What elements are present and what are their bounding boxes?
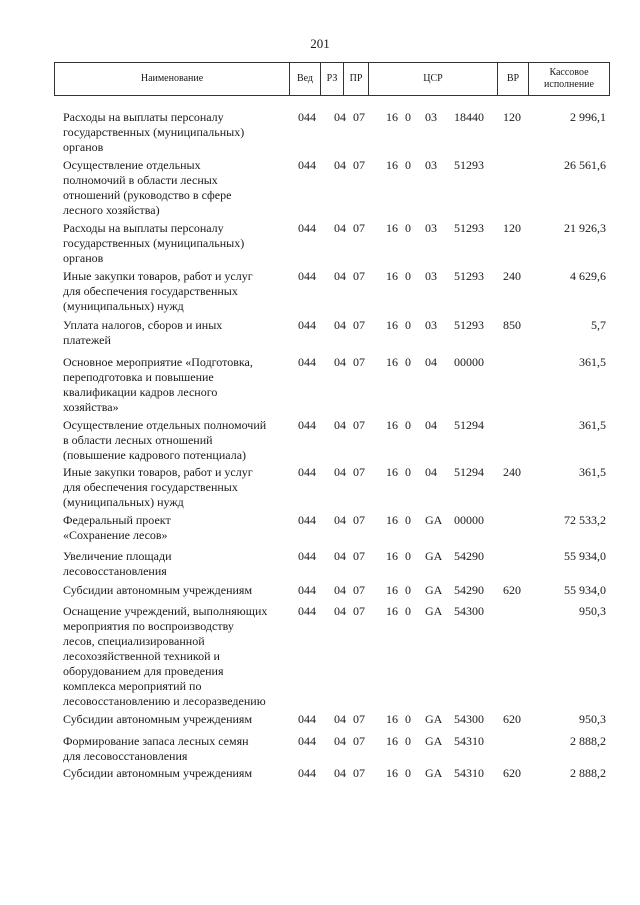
cell-c2: 0 xyxy=(405,465,411,479)
cell-c3: 04 xyxy=(425,465,437,479)
cell-pr: 07 xyxy=(353,269,365,283)
cell-vr: 850 xyxy=(503,318,521,332)
header-vr: ВР xyxy=(498,63,529,96)
cell-c1: 16 xyxy=(386,269,398,283)
header-rz: РЗ xyxy=(321,63,344,96)
row-name xyxy=(63,604,298,709)
cell-c3: 03 xyxy=(425,110,437,124)
row-name-line: комплекса мероприятий по xyxy=(63,679,202,693)
cell-pr: 07 xyxy=(353,513,365,527)
cell-c2: 0 xyxy=(405,418,411,432)
cell-rz: 04 xyxy=(334,549,346,563)
cell-c2: 0 xyxy=(405,549,411,563)
row-name-line: государственных (муниципальных) xyxy=(63,236,245,250)
cell-amount: 361,5 xyxy=(579,355,606,369)
cell-rz: 04 xyxy=(334,318,346,332)
cell-ved: 044 xyxy=(298,465,316,479)
cell-pr: 07 xyxy=(353,418,365,432)
cell-ved: 044 xyxy=(298,355,316,369)
cell-c2: 0 xyxy=(405,734,411,748)
cell-c4: 51293 xyxy=(454,221,484,235)
cell-pr: 07 xyxy=(353,110,365,124)
cell-c3: GA xyxy=(425,604,443,618)
cell-amount: 55 934,0 xyxy=(564,549,606,563)
cell-pr: 07 xyxy=(353,583,365,597)
row-name-line: Иные закупки товаров, работ и услуг xyxy=(63,269,253,283)
cell-ved: 044 xyxy=(298,604,316,618)
cell-c3: GA xyxy=(425,712,443,726)
row-name-line: Основное мероприятие «Подготовка, xyxy=(63,355,253,369)
row-name-line: Федеральный проект xyxy=(63,513,171,527)
cell-vr: 620 xyxy=(503,766,521,780)
cell-c1: 16 xyxy=(386,110,398,124)
row-name-line: мероприятия по воспроизводству xyxy=(63,619,234,633)
cell-ved: 044 xyxy=(298,158,316,172)
cell-c4: 54290 xyxy=(454,549,484,563)
cell-c2: 0 xyxy=(405,355,411,369)
cell-c1: 16 xyxy=(386,766,398,780)
cell-c4: 51293 xyxy=(454,158,484,172)
cell-vr: 620 xyxy=(503,583,521,597)
row-name-line: Осуществление отдельных xyxy=(63,158,201,172)
header-name: Наименование xyxy=(55,63,290,96)
row-name-line: Увеличение площади xyxy=(63,549,172,563)
cell-c3: 04 xyxy=(425,355,437,369)
cell-vr: 120 xyxy=(503,110,521,124)
row-name-line: лесного хозяйства) xyxy=(63,203,160,217)
cell-rz: 04 xyxy=(334,465,346,479)
cell-rz: 04 xyxy=(334,712,346,726)
header-amount-label: Кассовое исполнение xyxy=(544,67,594,90)
row-name-line: Расходы на выплаты персоналу xyxy=(63,221,224,235)
row-name-line: Осуществление отдельных полномочий xyxy=(63,418,267,432)
row-name-line: Оснащение учреждений, выполняющих xyxy=(63,604,268,618)
cell-amount: 950,3 xyxy=(579,604,606,618)
row-name-line: для обеспечения государственных xyxy=(63,284,238,298)
row-name-line: лесовосстановления xyxy=(63,564,167,578)
cell-vr: 240 xyxy=(503,269,521,283)
row-name xyxy=(63,110,298,155)
row-name-line: Уплата налогов, сборов и иных xyxy=(63,318,223,332)
row-name-line: Субсидии автономным учреждениям xyxy=(63,712,253,726)
cell-c1: 16 xyxy=(386,712,398,726)
cell-c2: 0 xyxy=(405,158,411,172)
row-name xyxy=(63,712,298,727)
cell-c2: 0 xyxy=(405,513,411,527)
row-name-line: переподготовка и повышение xyxy=(63,370,214,384)
cell-c1: 16 xyxy=(386,355,398,369)
cell-amount: 361,5 xyxy=(579,465,606,479)
cell-c1: 16 xyxy=(386,604,398,618)
cell-c2: 0 xyxy=(405,269,411,283)
cell-c4: 54300 xyxy=(454,604,484,618)
row-name-line: хозяйства» xyxy=(63,400,119,414)
cell-c3: GA xyxy=(425,766,443,780)
cell-rz: 04 xyxy=(334,766,346,780)
cell-c4: 00000 xyxy=(454,355,484,369)
cell-ved: 044 xyxy=(298,221,316,235)
cell-c4: 00000 xyxy=(454,513,484,527)
row-name xyxy=(63,549,298,579)
cell-c3: GA xyxy=(425,583,443,597)
row-name-line: органов xyxy=(63,140,104,154)
cell-amount: 5,7 xyxy=(591,318,606,332)
cell-ved: 044 xyxy=(298,583,316,597)
row-name-line: лесов, специализированной xyxy=(63,634,205,648)
cell-c4: 51293 xyxy=(454,318,484,332)
cell-ved: 044 xyxy=(298,712,316,726)
header-pr: ПР xyxy=(344,63,369,96)
row-name-line: в области лесных отношений xyxy=(63,433,213,447)
row-name-line: лесовосстановлению и лесоразведению xyxy=(63,694,266,708)
cell-pr: 07 xyxy=(353,318,365,332)
cell-c1: 16 xyxy=(386,549,398,563)
cell-rz: 04 xyxy=(334,513,346,527)
row-name xyxy=(63,766,298,781)
cell-c2: 0 xyxy=(405,318,411,332)
cell-vr: 120 xyxy=(503,221,521,235)
row-name-line: для обеспечения государственных xyxy=(63,480,238,494)
cell-ved: 044 xyxy=(298,513,316,527)
row-name xyxy=(63,734,298,764)
cell-pr: 07 xyxy=(353,766,365,780)
cell-pr: 07 xyxy=(353,221,365,235)
cell-c2: 0 xyxy=(405,221,411,235)
cell-amount: 55 934,0 xyxy=(564,583,606,597)
cell-rz: 04 xyxy=(334,583,346,597)
row-name xyxy=(63,269,298,314)
cell-rz: 04 xyxy=(334,355,346,369)
cell-amount: 26 561,6 xyxy=(564,158,606,172)
row-name-line: (повышение кадрового потенциала) xyxy=(63,448,247,462)
cell-c4: 51294 xyxy=(454,418,484,432)
cell-amount: 361,5 xyxy=(579,418,606,432)
cell-pr: 07 xyxy=(353,355,365,369)
cell-c4: 18440 xyxy=(454,110,484,124)
header-csr: ЦСР xyxy=(369,63,498,96)
row-name-line: Субсидии автономным учреждениям xyxy=(63,766,253,780)
cell-rz: 04 xyxy=(334,418,346,432)
row-name-line: Иные закупки товаров, работ и услуг xyxy=(63,465,253,479)
cell-c4: 54310 xyxy=(454,766,484,780)
cell-amount: 2 996,1 xyxy=(570,110,606,124)
cell-c1: 16 xyxy=(386,513,398,527)
cell-c1: 16 xyxy=(386,318,398,332)
cell-c2: 0 xyxy=(405,110,411,124)
cell-ved: 044 xyxy=(298,318,316,332)
cell-c3: GA xyxy=(425,734,443,748)
cell-c2: 0 xyxy=(405,604,411,618)
cell-c2: 0 xyxy=(405,712,411,726)
row-name-line: лесохозяйственной техникой и xyxy=(63,649,220,663)
cell-rz: 04 xyxy=(334,221,346,235)
cell-c4: 54300 xyxy=(454,712,484,726)
row-name-line: оборудованием для проведения xyxy=(63,664,224,678)
cell-pr: 07 xyxy=(353,549,365,563)
cell-rz: 04 xyxy=(334,269,346,283)
cell-c1: 16 xyxy=(386,418,398,432)
cell-c3: 03 xyxy=(425,318,437,332)
cell-pr: 07 xyxy=(353,465,365,479)
row-name-line: Формирование запаса лесных семян xyxy=(63,734,249,748)
cell-pr: 07 xyxy=(353,158,365,172)
cell-ved: 044 xyxy=(298,418,316,432)
cell-c4: 54310 xyxy=(454,734,484,748)
cell-rz: 04 xyxy=(334,110,346,124)
cell-c3: GA xyxy=(425,513,443,527)
cell-c2: 0 xyxy=(405,583,411,597)
cell-c3: 03 xyxy=(425,269,437,283)
row-name-line: (муниципальных) нужд xyxy=(63,495,184,509)
cell-amount: 950,3 xyxy=(579,712,606,726)
cell-c3: 04 xyxy=(425,418,437,432)
row-name xyxy=(63,355,298,415)
page-number: 201 xyxy=(310,36,330,51)
row-name-line: Расходы на выплаты персоналу xyxy=(63,110,224,124)
row-name-line: (муниципальных) нужд xyxy=(63,299,184,313)
cell-pr: 07 xyxy=(353,604,365,618)
header-ved: Вед xyxy=(290,63,321,96)
cell-c1: 16 xyxy=(386,734,398,748)
cell-pr: 07 xyxy=(353,734,365,748)
cell-ved: 044 xyxy=(298,269,316,283)
cell-ved: 044 xyxy=(298,734,316,748)
row-name-line: платежей xyxy=(63,333,111,347)
cell-c1: 16 xyxy=(386,221,398,235)
cell-c3: 03 xyxy=(425,221,437,235)
cell-vr: 240 xyxy=(503,465,521,479)
cell-ved: 044 xyxy=(298,110,316,124)
row-name-line: государственных (муниципальных) xyxy=(63,125,245,139)
row-name-line: органов xyxy=(63,251,104,265)
row-name xyxy=(63,221,298,266)
row-name-line: отношений (руководство в сфере xyxy=(63,188,232,202)
cell-rz: 04 xyxy=(334,604,346,618)
row-name-line: полномочий в области лесных xyxy=(63,173,218,187)
cell-ved: 044 xyxy=(298,549,316,563)
row-name xyxy=(63,513,298,543)
cell-c1: 16 xyxy=(386,465,398,479)
cell-c4: 54290 xyxy=(454,583,484,597)
cell-ved: 044 xyxy=(298,766,316,780)
row-name-line: квалификации кадров лесного xyxy=(63,385,218,399)
row-name-line: Субсидии автономным учреждениям xyxy=(63,583,253,597)
cell-c1: 16 xyxy=(386,583,398,597)
row-name xyxy=(63,583,298,598)
cell-amount: 2 888,2 xyxy=(570,766,606,780)
cell-vr: 620 xyxy=(503,712,521,726)
row-name-line: для лесовосстановления xyxy=(63,749,188,763)
cell-amount: 72 533,2 xyxy=(564,513,606,527)
cell-c4: 51293 xyxy=(454,269,484,283)
cell-c3: GA xyxy=(425,549,443,563)
cell-amount: 21 926,3 xyxy=(564,221,606,235)
row-name xyxy=(63,418,298,463)
cell-c2: 0 xyxy=(405,766,411,780)
cell-c3: 03 xyxy=(425,158,437,172)
cell-c4: 51294 xyxy=(454,465,484,479)
row-name-line: «Сохранение лесов» xyxy=(63,528,168,542)
cell-c1: 16 xyxy=(386,158,398,172)
cell-pr: 07 xyxy=(353,712,365,726)
cell-amount: 2 888,2 xyxy=(570,734,606,748)
cell-rz: 04 xyxy=(334,158,346,172)
cell-amount: 4 629,6 xyxy=(570,269,606,283)
row-name xyxy=(63,158,298,218)
cell-rz: 04 xyxy=(334,734,346,748)
row-name xyxy=(63,465,298,510)
row-name xyxy=(63,318,298,348)
